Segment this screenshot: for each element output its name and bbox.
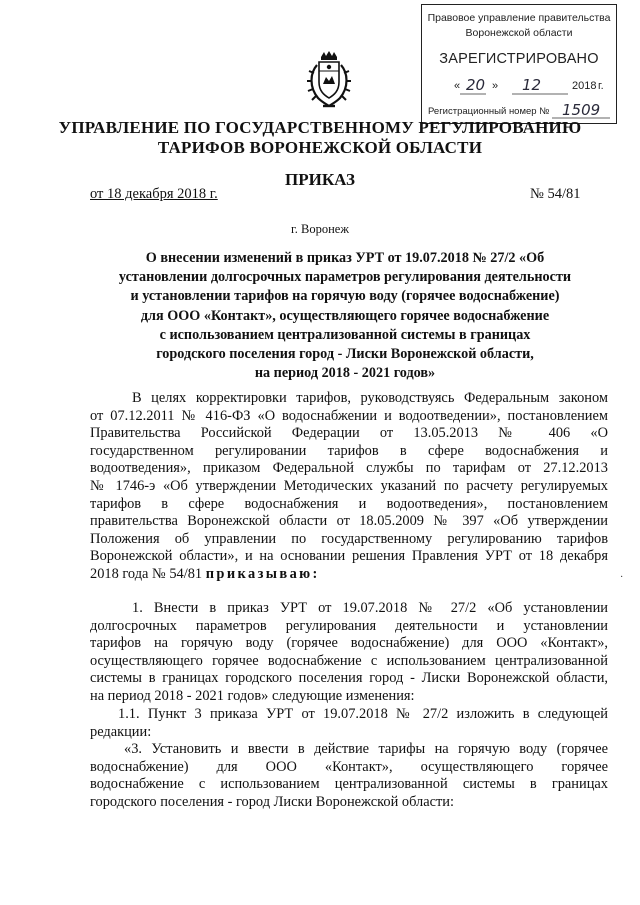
preamble-line: В целях корректировки тарифов, руководствуясь Федеральным законом bbox=[132, 390, 608, 406]
agency-name-line2: ТАРИФОВ ВОРОНЕЖСКОЙ ОБЛАСТИ bbox=[157, 138, 483, 157]
item-1-1-line: редакции: bbox=[90, 723, 152, 740]
preamble-paragraph bbox=[90, 390, 608, 584]
preamble-final-line bbox=[90, 566, 608, 584]
preamble-line: правительства Воронежской области от 18.05.2009 № 397 «Об утверждении bbox=[90, 513, 608, 530]
stamp-org-line2: Воронежской области bbox=[465, 27, 573, 39]
item-3-line: городского поселения - город Лиски Воронежской области: bbox=[90, 793, 454, 810]
registration-stamp bbox=[421, 4, 617, 124]
order-subject bbox=[90, 249, 600, 383]
subject-line: на период 2018 - 2021 годов» bbox=[254, 365, 436, 382]
preamble-line: от 07.12.2011 № 416-ФЗ «О водоснабжении и водоотведении», постановлением bbox=[90, 407, 608, 424]
stamp-date-year: 2018 bbox=[572, 80, 597, 92]
coat-of-arms-icon bbox=[306, 51, 352, 109]
stamp-date bbox=[422, 76, 616, 97]
preamble-line: № 1746-э «Об утверждении Методических указаний по расчету регулируемых bbox=[90, 477, 608, 494]
stamp-reg-number-label: Регистрационный номер № bbox=[428, 106, 550, 117]
command-word: приказываю: bbox=[205, 565, 320, 582]
order-number: № 54/81 bbox=[530, 186, 581, 202]
item-3-line: водоснабжение с использованием централизованной системы в границах bbox=[90, 776, 608, 793]
item-3-line: «3. Установить и ввести в действие тарифы на горячую воду (горячее bbox=[124, 741, 608, 757]
stamp-date-close-quote: » bbox=[492, 80, 499, 92]
item-1-line: долгосрочных параметров регулирования деятельности и установлении bbox=[90, 617, 608, 634]
city: г. Воронеж bbox=[291, 222, 349, 236]
item-1-line: осуществляющего горячее водоснабжение с использованием централизованной bbox=[90, 652, 608, 669]
subject-line: О внесении изменений в приказ УРТ от 19.07.2018 № 27/2 «Об bbox=[145, 250, 545, 266]
preamble-line: водоотведения», приказом Федеральной службы по тарифам от 27.12.2013 bbox=[90, 460, 608, 477]
subject-line: с использованием централизованной системы в границах bbox=[159, 326, 531, 343]
agency-name-line1: УПРАВЛЕНИЕ ПО ГОСУДАРСТВЕННОМУ РЕГУЛИРОВАНИЮ bbox=[58, 118, 582, 137]
subject-line: для ООО «Контакт», осуществляющего горячее водоснабжение bbox=[140, 307, 550, 324]
subject-line: установлении долгосрочных параметров регулирования деятельности bbox=[118, 269, 572, 286]
preamble-line: государственном регулировании тарифов в сфере водоснабжения и bbox=[90, 442, 608, 459]
stamp-date-month: 12 bbox=[522, 76, 542, 94]
item-1-1-line: 1.1. Пункт 3 приказа УРТ от 19.07.2018 № 27/2 изложить в следующей bbox=[118, 706, 608, 722]
item-1-line: тарифов на горячую воду (горячее водоснабжение) для ООО «Контакт», bbox=[90, 635, 608, 652]
item-1-line: 1. Внести в приказ УРТ от 19.07.2018 № 27/2 «Об установлении bbox=[132, 600, 608, 616]
item-3-paragraph bbox=[90, 741, 608, 811]
margin-mark: · bbox=[620, 572, 624, 583]
subject-line: и установлении тарифов на горячую воду (горячее водоснабжение) bbox=[130, 288, 560, 305]
order-date: от 18 декабря 2018 г. bbox=[90, 186, 218, 202]
subject-line: городского поселения город - Лиски Воронежской области, bbox=[156, 346, 534, 363]
stamp-org-line1: Правовое управление правительства bbox=[427, 12, 611, 24]
item-3-line: водоснабжение) для ООО «Контакт», осуществляющего горячее bbox=[90, 758, 608, 775]
item-1-line: на период 2018 - 2021 годов» следующие изменения: bbox=[90, 687, 415, 704]
preamble-line: Положения об управлении по государственному регулированию тарифов bbox=[90, 530, 608, 547]
stamp-reg-number-value: 1509 bbox=[562, 101, 601, 119]
item-1-1-paragraph bbox=[90, 706, 608, 741]
preamble-line: Воронежской области», и на основании решения Правления УРТ от 18 декабря bbox=[90, 548, 608, 565]
stamp-date-underline bbox=[460, 93, 606, 97]
item-1-paragraph bbox=[90, 600, 608, 706]
preamble-line: тарифов в сфере водоснабжения и водоотведения», постановлением bbox=[90, 495, 608, 512]
preamble-line: 2018 года № 54/81 bbox=[90, 565, 206, 582]
stamp-date-suffix: г. bbox=[598, 80, 604, 92]
preamble-line: Правительства Российской Федерации от 13.05.2013 № 406 «О bbox=[90, 425, 608, 442]
stamp-date-day: 20 bbox=[466, 76, 486, 94]
stamp-date-open-quote: « bbox=[454, 80, 461, 92]
item-1-line: системы в границах городского поселения город - Лиски Воронежской области, bbox=[90, 670, 608, 687]
stamp-registered: ЗАРЕГИСТРИРОВАНО bbox=[439, 51, 599, 67]
document-type: ПРИКАЗ bbox=[285, 170, 355, 189]
